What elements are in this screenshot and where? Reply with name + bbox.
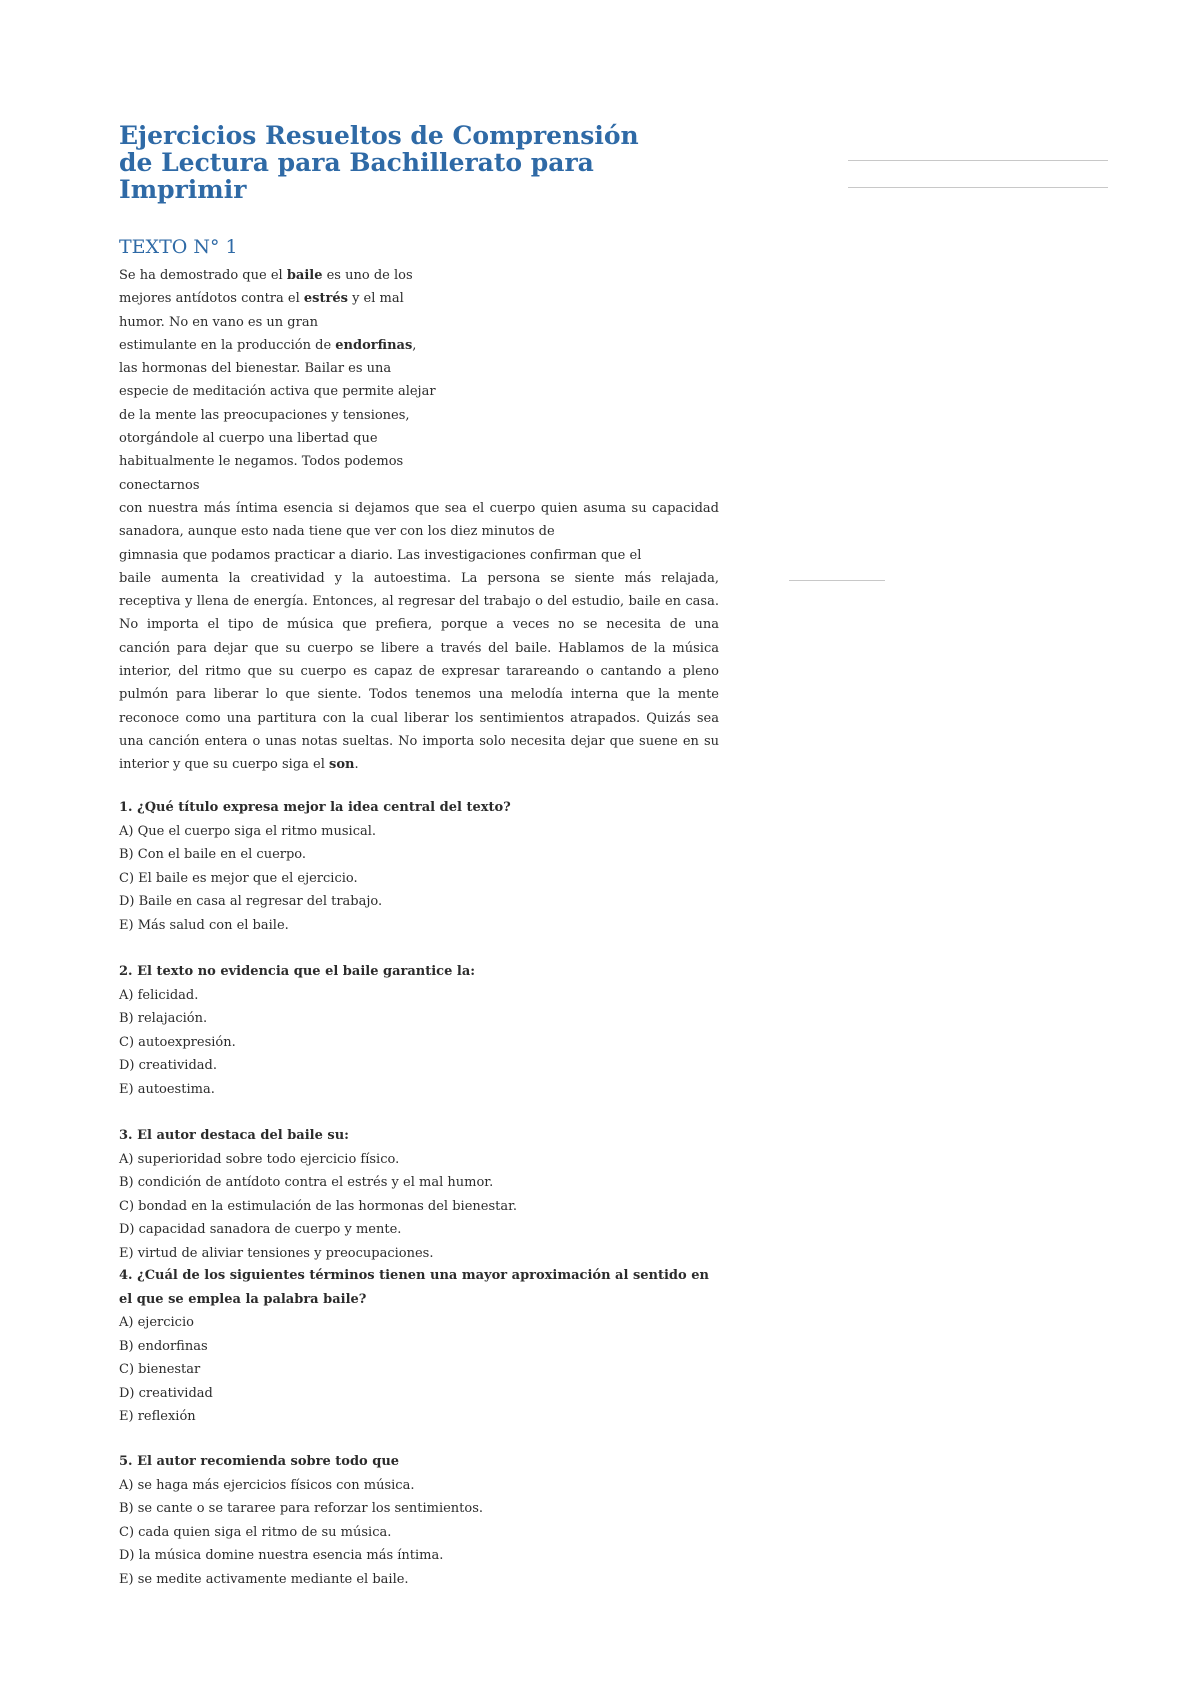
passage-text: es uno de los <box>322 268 413 283</box>
passage-text: interior, del ritmo que su cuerpo es capaz de expresar tarareando o cantando a pleno <box>119 664 719 680</box>
passage-text: especie de meditación activa que permite alejar <box>119 384 436 400</box>
passage-line <box>119 427 719 450</box>
question-text: 1. ¿Qué título expresa mejor la idea central del texto? <box>119 800 511 815</box>
question-text: 3. El autor destaca del baile su: <box>119 1128 349 1143</box>
passage-line <box>119 683 719 706</box>
answer-option: C) El baile es mejor que el ejercicio. <box>119 870 358 886</box>
passage-line <box>119 730 719 753</box>
passage-text: canción para dejar que su cuerpo se libere a través del baile. Hablamos de la música <box>119 640 719 656</box>
passage-text: , <box>412 337 417 353</box>
passage-text: y el mal <box>347 291 404 307</box>
question-text: 2. El texto no evidencia que el baile garantice la: <box>119 964 476 979</box>
question-4 <box>119 1264 719 1429</box>
answer-option: E) reflexión <box>119 1409 196 1424</box>
answer-option: D) creatividad. <box>119 1058 217 1073</box>
answer-option: C) cada quien siga el ritmo de su música. <box>119 1524 392 1540</box>
passage-line <box>119 753 719 776</box>
passage-text: con nuestra más íntima esencia si dejamos que sea el cuerpo quien asuma su capacidad <box>119 500 719 516</box>
answer-option: A) Que el cuerpo siga el ritmo musical. <box>119 823 377 839</box>
answer-option: E) se medite activamente mediante el baile. <box>119 1571 409 1587</box>
passage-text: pulmón para liberar lo que siente. Todos tenemos una melodía interna que la mente <box>119 687 719 703</box>
passage-line <box>119 567 719 590</box>
passage-text: baile aumenta la creatividad y la autoestima. La persona se siente más relajada, <box>119 570 719 586</box>
passage-text: de la mente las preocupaciones y tensiones, <box>119 407 410 423</box>
passage-text: receptiva y llena de energía. Entonces, al regresar del trabajo o del estudio, baile en casa. <box>119 594 719 610</box>
passage-line <box>119 450 719 473</box>
page-title: Ejercicios Resueltos de Comprensión de Lectura para Bachillerato para Imprimir <box>119 121 639 204</box>
passage-keyword: son <box>329 757 355 773</box>
passage-line <box>119 264 719 287</box>
question-5 <box>119 1450 719 1591</box>
section-title: TEXTO N° 1 <box>119 236 238 258</box>
answer-option: C) bienestar <box>119 1362 201 1377</box>
passage-line <box>119 637 719 660</box>
passage-line <box>119 287 719 310</box>
answer-option: A) superioridad sobre todo ejercicio físico. <box>119 1151 400 1167</box>
answer-option: B) endorfinas <box>119 1338 208 1354</box>
answer-option: A) se haga más ejercicios físicos con música. <box>119 1477 415 1493</box>
passage-line <box>119 520 719 543</box>
passage-text: interior y que su cuerpo siga el <box>119 757 330 773</box>
passage-line <box>119 707 719 730</box>
sidebar-divider <box>848 187 1108 188</box>
passage-line <box>119 334 719 357</box>
passage-text: conectarnos <box>119 477 200 493</box>
passage-keyword: estrés <box>303 291 348 307</box>
passage-line <box>119 380 719 403</box>
answer-option: E) virtud de aliviar tensiones y preocupaciones. <box>119 1245 434 1261</box>
passage-line <box>119 474 719 497</box>
answer-option: B) se cante o se tararee para reforzar los sentimientos. <box>119 1501 484 1516</box>
question-1 <box>119 796 719 937</box>
content-divider <box>789 580 885 581</box>
passage-keyword: endorfinas <box>335 337 413 353</box>
passage-line <box>119 544 719 567</box>
question-text: 5. El autor recomienda sobre todo que <box>119 1454 400 1469</box>
passage-line <box>119 590 719 613</box>
passage-text: una canción entera o unas notas sueltas. No importa solo necesita dejar que suene en su <box>119 733 719 749</box>
answer-option: B) relajación. <box>119 1011 208 1026</box>
answer-option: D) Baile en casa al regresar del trabajo. <box>119 894 383 909</box>
passage-text: las hormonas del bienestar. Bailar es una <box>119 361 392 377</box>
passage-text: Se ha demostrado que el <box>119 268 287 283</box>
answer-option: C) bondad en la estimulación de las hormonas del bienestar. <box>119 1198 518 1214</box>
answer-option: A) ejercicio <box>119 1315 194 1330</box>
passage-text: habitualmente le negamos. Todos podemos <box>119 454 404 470</box>
passage-text: estimulante en la producción de <box>119 337 336 353</box>
answer-option: D) la música domine nuestra esencia más íntima. <box>119 1548 444 1563</box>
reading-passage <box>119 264 719 777</box>
question-3 <box>119 1124 719 1265</box>
passage-keyword: baile <box>286 268 323 283</box>
passage-text: No importa el tipo de música que prefiera, porque a veces no se necesita de una <box>119 617 719 633</box>
passage-text: reconoce como una partitura con la cual liberar los sentimientos atrapados. Quizás sea <box>119 710 719 726</box>
answer-option: D) capacidad sanadora de cuerpo y mente. <box>119 1222 402 1237</box>
answer-option: B) Con el baile en el cuerpo. <box>119 847 307 862</box>
answer-option: D) creatividad <box>119 1385 213 1401</box>
answer-option: A) felicidad. <box>119 987 199 1003</box>
answer-option: C) autoexpresión. <box>119 1034 236 1050</box>
sidebar-divider <box>848 160 1108 161</box>
passage-text: . <box>354 757 359 773</box>
answer-option: E) autoestima. <box>119 1081 215 1097</box>
answer-option: B) condición de antídoto contra el estrés y el mal humor. <box>119 1175 494 1190</box>
passage-text: humor. No en vano es un gran <box>119 314 318 330</box>
passage-text: otorgándole al cuerpo una libertad que <box>119 431 378 447</box>
passage-line <box>119 497 719 520</box>
question-2 <box>119 960 719 1101</box>
passage-text: sanadora, aunque esto nada tiene que ver con los diez minutos de <box>119 524 555 540</box>
question-text: 4. ¿Cuál de los siguientes términos tienen una mayor aproximación al sentido en el que se emplea la palabra baile? <box>119 1268 709 1307</box>
answer-option: E) Más salud con el baile. <box>119 917 289 933</box>
passage-line <box>119 613 719 636</box>
passage-line <box>119 404 719 427</box>
passage-line <box>119 357 719 380</box>
passage-text: gimnasia que podamos practicar a diario. Las investigaciones confirman que el <box>119 547 642 563</box>
passage-line <box>119 660 719 683</box>
passage-text: mejores antídotos contra el <box>119 291 304 307</box>
passage-line <box>119 311 719 334</box>
